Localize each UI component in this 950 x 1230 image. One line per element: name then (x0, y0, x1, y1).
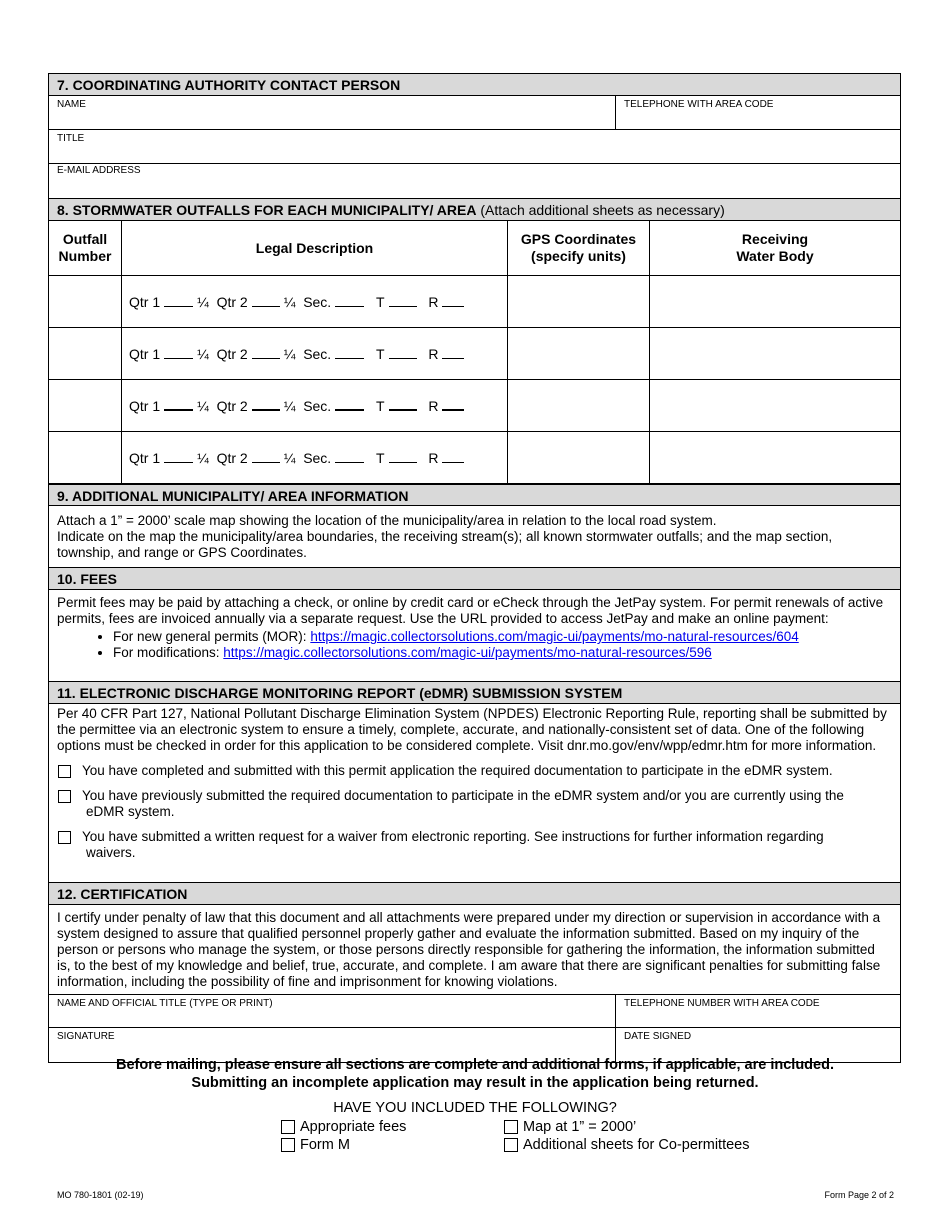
outfall-number-cell[interactable] (49, 432, 122, 484)
gps-cell[interactable] (508, 276, 650, 328)
section-9-text (49, 506, 900, 568)
outfall-number-cell[interactable] (49, 328, 122, 380)
certifier-phone-field[interactable] (615, 995, 900, 1027)
outfall-row (49, 432, 900, 484)
edmr-option-2-checkbox[interactable] (58, 790, 71, 803)
sheets-label: Additional sheets for Co-permittees (523, 1137, 750, 1153)
legal-description-cell[interactable]: Qtr 1 ¼ Qtr 2 ¼ Sec. T R (122, 328, 508, 380)
receiving-water-cell[interactable] (650, 380, 901, 432)
contact-title-label: TITLE (57, 133, 85, 144)
date-signed-label: DATE SIGNED (624, 1031, 692, 1042)
outfall-number-cell[interactable] (49, 276, 122, 328)
outfall-number-cell[interactable] (49, 380, 122, 432)
checklist-title: HAVE YOU INCLUDED THE FOLLOWING? (333, 1100, 617, 1116)
incomplete-warning: Submitting an incomplete application may result in the application being returned. (191, 1075, 759, 1091)
checklist-fees (281, 1119, 406, 1135)
col-gps-coordinates: GPS Coordinates (specify units) (508, 221, 650, 276)
map-checkbox[interactable] (504, 1120, 518, 1134)
outfalls-table (49, 221, 900, 484)
page-number: Form Page 2 of 2 (824, 1190, 894, 1200)
map-label: Map at 1” = 2000’ (523, 1119, 637, 1135)
outfall-row (49, 328, 900, 380)
fees-label: Appropriate fees (300, 1119, 407, 1135)
sheets-checkbox[interactable] (504, 1138, 518, 1152)
certification-text: I certify under penalty of law that this document and all attachments were prepared under my direction or supervision in accordance with a system designed to assure that qualified personnel properly gather and evaluate the information submitted. Based on my inquiry of the person or persons who manage the system, or those persons directly responsible for gathering the information, the information submitted is, to the best of my knowledge and belief, true, accurate, and complete. I am aware that there are significant penalties for submitting false information, including the possibility of fine and imprisonment for knowing violations. (49, 905, 900, 995)
edmr-option-2-label: You have previously submitted the required documentation to participate in the eDMR system and/or you are currently using the eDMR system. (82, 788, 844, 819)
receiving-water-cell[interactable] (650, 328, 901, 380)
contact-name-row (49, 96, 900, 130)
application-form (48, 73, 901, 1063)
fee-links (57, 629, 892, 661)
col-legal-description: Legal Description (122, 221, 508, 276)
section-12-header: 12. CERTIFICATION (49, 883, 900, 905)
section-8-note: (Attach additional sheets as necessary) (476, 202, 725, 218)
checklist-sheets (504, 1137, 749, 1153)
legal-description-cell[interactable]: Qtr 1 ¼ Qtr 2 ¼ Sec. T R (122, 276, 508, 328)
section-8-header (49, 199, 900, 221)
col-outfall-number: Outfall Number (49, 221, 122, 276)
map-details: Indicate on the map the municipality/area boundaries, the receiving stream(s); all known stormwater outfalls; and the map section, township, and range or GPS Coordinates. (57, 529, 833, 560)
edmr-option-3-label: You have submitted a written request for a waiver from electronic reporting. See instructions for further information regarding waivers. (82, 829, 824, 860)
legal-description-cell[interactable]: Qtr 1 ¼ Qtr 2 ¼ Sec. T R (122, 432, 508, 484)
modification-link[interactable]: https://magic.collectorsolutions.com/magic-ui/payments/mo-natural-resources/596 (223, 645, 712, 660)
edmr-option-3-checkbox[interactable] (58, 831, 71, 844)
contact-email-row (49, 164, 900, 199)
certifier-name-row (49, 995, 900, 1028)
contact-name-field[interactable] (49, 96, 615, 129)
section-9-header: 9. ADDITIONAL MUNICIPALITY/ AREA INFORMATION (49, 484, 900, 506)
section-7-header: 7. COORDINATING AUTHORITY CONTACT PERSON (49, 74, 900, 96)
edmr-option-1 (57, 763, 892, 779)
fees-checkbox[interactable] (281, 1120, 295, 1134)
contact-email-label: E-MAIL ADDRESS (57, 165, 141, 176)
modification-item: • For modifications: https://magic.collectorsolutions.com/magic-ui/payments/mo-natural-resources/596 (113, 645, 892, 661)
contact-email-field[interactable] (49, 164, 900, 198)
edmr-option-2 (57, 788, 892, 820)
form-m-checkbox[interactable] (281, 1138, 295, 1152)
new-permit-item: • For new general permits (MOR): https://magic.collectorsolutions.com/magic-ui/payments/mo-natural-resources/604 (113, 629, 892, 645)
checklist-map (504, 1119, 636, 1135)
signature-label: SIGNATURE (57, 1031, 115, 1042)
checklist-form-m (281, 1137, 350, 1153)
new-permit-link[interactable]: https://magic.collectorsolutions.com/magic-ui/payments/mo-natural-resources/604 (310, 629, 799, 644)
section-10-text (49, 590, 900, 682)
certifier-name-field[interactable] (49, 995, 615, 1027)
legal-description-cell[interactable]: Qtr 1 ¼ Qtr 2 ¼ Sec. T R (122, 380, 508, 432)
map-instruction: Attach a 1” = 2000’ scale map showing the location of the municipality/area in relation to the local road system. (57, 513, 717, 528)
outfall-row (49, 276, 900, 328)
section-11-text (49, 704, 900, 883)
form-m-label: Form M (300, 1137, 350, 1153)
edmr-description: Per 40 CFR Part 127, National Pollutant Discharge Elimination System (NPDES) Electronic Reporting Rule, reporting shall be submitted by the permittee via an electronic system to ensure a timely, complete, accurate, and nationally-consistent set of data. One of the following options must be checked in order for this application to be considered complete. Visit dnr.mo.gov/env/wpp/edmr.htm for more information. (57, 706, 887, 753)
edmr-option-3 (57, 829, 892, 861)
contact-title-row (49, 130, 900, 164)
outfall-row (49, 380, 900, 432)
fees-description: Permit fees may be paid by attaching a check, or online by credit card or eCheck through the JetPay system. For permit renewals of active permits, fees are invoiced annually via a separate request. Use the URL provided to access JetPay and make an online payment: (57, 595, 884, 626)
section-10-header: 10. FEES (49, 568, 900, 590)
gps-cell[interactable] (508, 432, 650, 484)
mailing-reminder: Before mailing, please ensure all sections are complete and additional forms, if applicable, are included. (116, 1057, 834, 1073)
section-11-header: 11. ELECTRONIC DISCHARGE MONITORING REPORT (eDMR) SUBMISSION SYSTEM (49, 682, 900, 704)
col-receiving-water: Receiving Water Body (650, 221, 901, 276)
gps-cell[interactable] (508, 380, 650, 432)
edmr-option-1-label: You have completed and submitted with this permit application the required documentation to participate in the eDMR system. (82, 763, 833, 778)
receiving-water-cell[interactable] (650, 432, 901, 484)
certifier-name-label: NAME AND OFFICIAL TITLE (TYPE OR PRINT) (57, 998, 273, 1009)
receiving-water-cell[interactable] (650, 276, 901, 328)
contact-phone-field[interactable] (615, 96, 900, 129)
gps-cell[interactable] (508, 328, 650, 380)
contact-title-field[interactable] (49, 130, 900, 163)
certifier-phone-label: TELEPHONE NUMBER WITH AREA CODE (624, 998, 820, 1009)
contact-phone-label: TELEPHONE WITH AREA CODE (624, 99, 774, 110)
contact-name-label: NAME (57, 99, 86, 110)
edmr-option-1-checkbox[interactable] (58, 765, 71, 778)
outfalls-header-row (49, 221, 900, 276)
form-number: MO 780-1801 (02-19) (57, 1190, 144, 1200)
section-8-title: 8. STORMWATER OUTFALLS FOR EACH MUNICIPALITY/ AREA (57, 202, 477, 218)
